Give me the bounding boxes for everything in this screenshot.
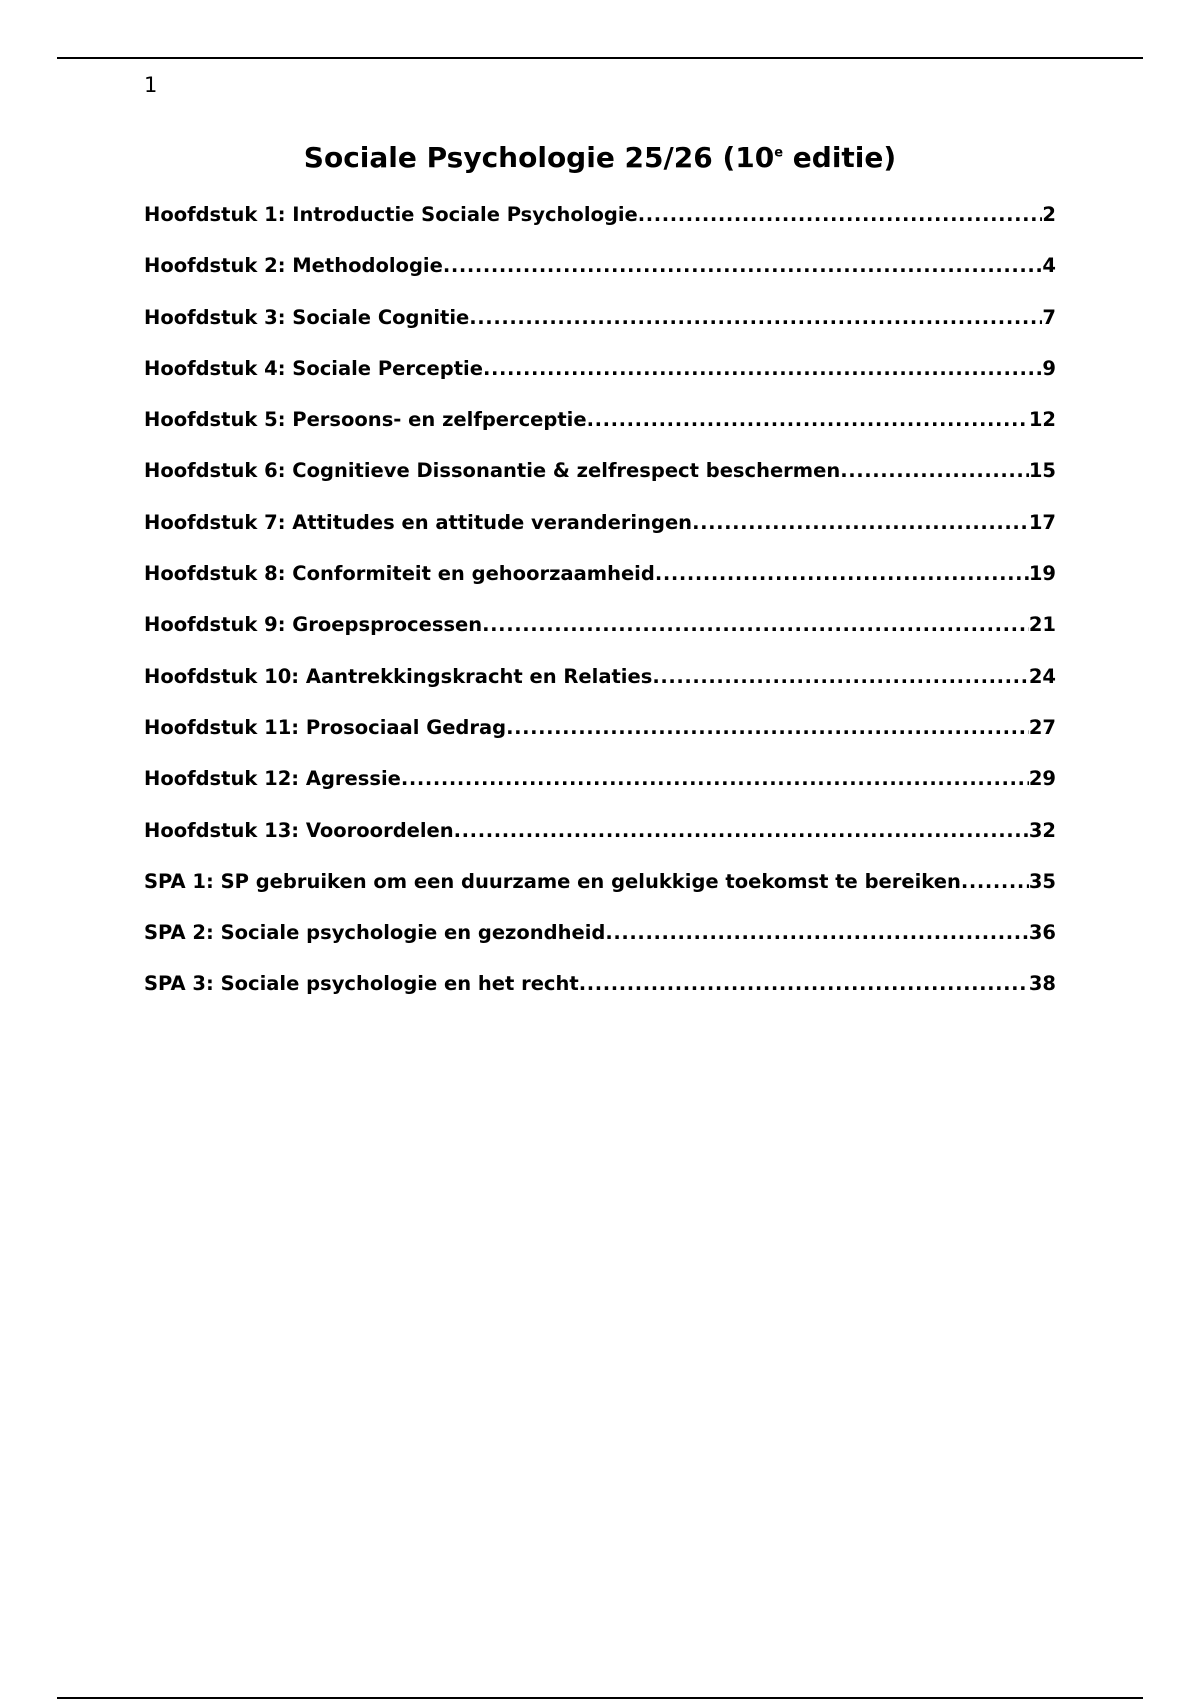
toc-entry-page: 12: [1028, 408, 1056, 432]
toc-entry-label: Hoofdstuk 9: Groepsprocessen: [144, 613, 483, 637]
toc-entry-page: 4: [1042, 254, 1056, 278]
toc-entry-label: Hoofdstuk 5: Persoons- en zelfperceptie: [144, 408, 587, 432]
document-title: [0, 138, 1200, 178]
toc-entry[interactable]: [144, 561, 1056, 612]
toc-entry[interactable]: [144, 458, 1056, 509]
toc-dot-leader: [506, 715, 1029, 741]
toc-entry[interactable]: [144, 971, 1056, 1022]
toc-entry[interactable]: [144, 510, 1056, 561]
toc-entry-label: Hoofdstuk 6: Cognitieve Dissonantie & zelfrespect beschermen: [144, 459, 841, 483]
toc-entry[interactable]: [144, 664, 1056, 715]
toc-dot-leader: [652, 664, 1029, 690]
toc-dot-leader: [605, 920, 1028, 946]
toc-entry-page: 32: [1028, 818, 1056, 842]
toc-entry-label: Hoofdstuk 13: Vooroordelen: [144, 818, 454, 842]
footer-rule: [57, 1697, 1143, 1699]
toc-entry-label: SPA 3: Sociale psychologie en het recht: [144, 972, 579, 996]
toc-dot-leader: [443, 253, 1043, 279]
toc-entry[interactable]: [144, 920, 1056, 971]
toc-entry-page: 38: [1028, 972, 1056, 996]
toc-entry[interactable]: [144, 253, 1056, 304]
toc-entry-page: 36: [1028, 921, 1056, 945]
toc-entry-page: 35: [1028, 869, 1056, 893]
toc-entry-label: SPA 2: Sociale psychologie en gezondheid: [144, 921, 606, 945]
toc-dot-leader: [655, 561, 1029, 587]
toc-entry-page: 17: [1028, 510, 1056, 534]
toc-entry-page: 27: [1028, 715, 1056, 739]
toc-entry-label: Hoofdstuk 10: Aantrekkingskracht en Relaties: [144, 664, 653, 688]
toc-dot-leader: [579, 971, 1029, 997]
toc-entry[interactable]: [144, 766, 1056, 817]
toc-dot-leader: [469, 305, 1042, 331]
toc-entry-label: Hoofdstuk 7: Attitudes en attitude veranderingen: [144, 510, 693, 534]
page-number: 1: [144, 73, 158, 97]
toc-entry-label: Hoofdstuk 8: Conformiteit en gehoorzaamheid: [144, 562, 655, 586]
toc-entry-page: 21: [1028, 613, 1056, 637]
document-title-superscript: e: [774, 145, 784, 161]
toc-entry[interactable]: [144, 407, 1056, 458]
toc-entry[interactable]: [144, 202, 1056, 253]
document-title-main: Sociale Psychologie 25/26 (10: [303, 141, 775, 174]
toc-entry[interactable]: [144, 869, 1056, 920]
toc-entry[interactable]: [144, 305, 1056, 356]
table-of-contents: [144, 202, 1056, 1023]
toc-dot-leader: [454, 818, 1029, 844]
toc-dot-leader: [482, 612, 1029, 638]
toc-entry-label: Hoofdstuk 12: Agressie: [144, 767, 401, 791]
toc-dot-leader: [483, 356, 1042, 382]
toc-entry[interactable]: [144, 612, 1056, 663]
toc-entry[interactable]: [144, 818, 1056, 869]
toc-entry-label: Hoofdstuk 11: Prosociaal Gedrag: [144, 715, 507, 739]
toc-entry-label: Hoofdstuk 1: Introductie Sociale Psychologie: [144, 203, 638, 226]
header-rule: [57, 57, 1143, 59]
toc-entry-page: 29: [1028, 767, 1056, 791]
toc-entry-label: SPA 1: SP gebruiken om een duurzame en gelukkige toekomst te bereiken: [144, 869, 961, 893]
toc-entry-page: 24: [1028, 664, 1056, 688]
document-title-suffix: editie): [783, 141, 897, 174]
toc-entry[interactable]: [144, 715, 1056, 766]
toc-entry-label: Hoofdstuk 4: Sociale Perceptie: [144, 356, 483, 380]
toc-entry-page: 2: [1042, 203, 1056, 226]
toc-entry-page: 15: [1028, 459, 1056, 483]
toc-entry-label: Hoofdstuk 3: Sociale Cognitie: [144, 305, 470, 329]
toc-entry-label: Hoofdstuk 2: Methodologie: [144, 254, 443, 278]
toc-entry-page: 19: [1028, 562, 1056, 586]
toc-entry-page: 7: [1042, 305, 1056, 329]
toc-dot-leader: [840, 458, 1029, 484]
toc-dot-leader: [961, 869, 1029, 895]
toc-dot-leader: [587, 407, 1029, 433]
toc-entry-page: 9: [1042, 356, 1056, 380]
toc-dot-leader: [401, 766, 1029, 792]
toc-dot-leader: [692, 510, 1029, 536]
toc-entry[interactable]: [144, 356, 1056, 407]
toc-dot-leader: [638, 202, 1043, 228]
